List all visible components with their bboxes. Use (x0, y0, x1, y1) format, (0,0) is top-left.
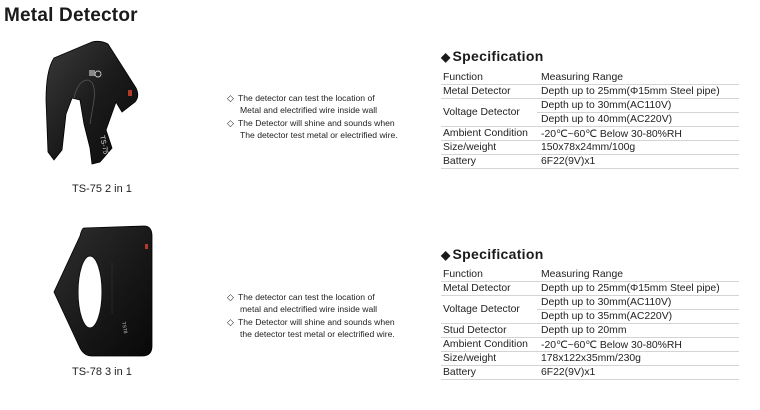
feature-text: The detector can test the location of (238, 292, 375, 302)
spec-value-cell: 6F22(9V)x1 (537, 366, 739, 380)
spec-key-cell: Function (441, 71, 537, 85)
spec-value-cell: Depth up to 40mm(AC220V) (537, 113, 739, 127)
spec-key-cell: Size/weight (441, 141, 537, 155)
spec-value-cell: Measuring Range (537, 71, 739, 85)
spec-key-cell: Metal Detector (441, 85, 537, 99)
table-row (441, 155, 739, 169)
table-row (441, 352, 739, 366)
spec-key-cell: Metal Detector (441, 282, 537, 296)
table-row (441, 268, 739, 282)
ts78-spec-table (441, 268, 739, 380)
ts75-spec-heading: ◆ Specification (441, 48, 544, 64)
ts78-detector-image (48, 222, 160, 362)
spec-value-cell: 150x78x24mm/100g (537, 141, 739, 155)
diamond-bullet-icon: ◇ (227, 316, 234, 327)
ts75-feature-list (227, 92, 398, 142)
feature-text: The Detector will shine and sounds when (238, 117, 395, 128)
table-row (441, 99, 739, 113)
feature-text: metal and electrified wire inside wall (240, 304, 378, 315)
feature-text: Metal and electrified wire inside wall (240, 105, 378, 116)
ts78-device-label: TS78 (120, 321, 129, 335)
diamond-bullet-icon: ◇ (227, 292, 234, 302)
ts75-caption: TS-75 2 in 1 (72, 183, 132, 195)
table-row (441, 141, 739, 155)
spec-value-cell: Measuring Range (537, 268, 739, 282)
diamond-bullet-icon: ◇ (227, 93, 234, 103)
feature-text: The detector can test the location of (238, 93, 375, 103)
ts78-caption: TS-78 3 in 1 (72, 366, 132, 378)
spec-value-cell: -20℃~60℃ Below 30-80%RH (537, 338, 739, 352)
feature-text: the detector test metal or electrified wire. (240, 329, 395, 340)
diamond-filled-icon: ◆ (441, 50, 451, 64)
spec-value-cell: Depth up to 30mm(AC110V) (537, 99, 739, 113)
spec-key-cell: Voltage Detector (441, 296, 537, 324)
spec-value-cell: Depth up to 25mm(Φ15mm Steel pipe) (537, 282, 739, 296)
page-title: Metal Detector (4, 5, 138, 26)
spec-value-cell: Depth up to 25mm(Φ15mm Steel pipe) (537, 85, 739, 99)
ts75-detector-image (40, 40, 150, 175)
ts75-device-label: TS-75 (98, 134, 109, 156)
ts78-spec-heading: ◆ Specification (441, 246, 544, 262)
spec-key-cell: Function (441, 268, 537, 282)
table-row (441, 296, 739, 310)
spec-value-cell: Depth up to 35mm(AC220V) (537, 310, 739, 324)
table-row (441, 338, 739, 352)
spec-value-cell: Depth up to 30mm(AC110V) (537, 296, 739, 310)
spec-key-cell: Size/weight (441, 352, 537, 366)
spec-value-cell: -20℃~60℃ Below 30-80%RH (537, 127, 739, 141)
feature-text: The detector test metal or electrified wire. (240, 130, 398, 141)
diamond-filled-icon: ◆ (441, 248, 451, 262)
spec-key-cell: Battery (441, 155, 537, 169)
table-row (441, 324, 739, 338)
spec-key-cell: Ambient Condition (441, 338, 537, 352)
table-row (441, 85, 739, 99)
feature-text: The Detector will shine and sounds when (238, 316, 395, 327)
spec-value-cell: Depth up to 20mm (537, 324, 739, 338)
spec-key-cell: Voltage Detector (441, 99, 537, 127)
table-row (441, 127, 739, 141)
table-row (441, 282, 739, 296)
table-row (441, 366, 739, 380)
spec-key-cell: Stud Detector (441, 324, 537, 338)
ts75-spec-table (441, 71, 739, 169)
table-row (441, 71, 739, 85)
diamond-bullet-icon: ◇ (227, 117, 234, 128)
spec-value-cell: 6F22(9V)x1 (537, 155, 739, 169)
spec-key-cell: Ambient Condition (441, 127, 537, 141)
ts78-feature-list (227, 291, 395, 341)
spec-value-cell: 178x122x35mm/230g (537, 352, 739, 366)
spec-key-cell: Battery (441, 366, 537, 380)
